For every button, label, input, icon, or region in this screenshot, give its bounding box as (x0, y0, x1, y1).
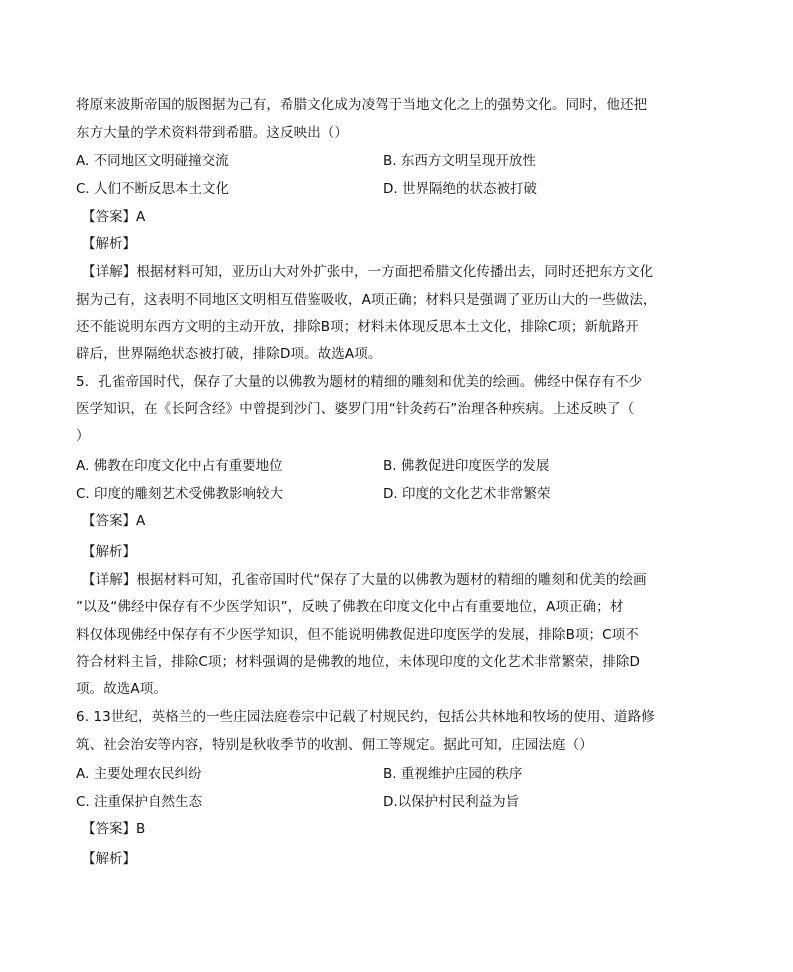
q5-detail-line-5: 项。故选A项。 (76, 681, 167, 697)
q4-analysis-label: 【解析】 (82, 236, 136, 252)
q6-stem-line-2: 筑、社会治安等内容，特别是秋收季节的收割、佣工等规定。据此可知，庄园法庭（） (76, 737, 593, 753)
q4-option-a: A. 不同地区文明碰撞交流 (76, 153, 229, 169)
q5-detail-line-2: ”以及“佛经中保存有不少医学知识”，反映了佛教在印度文化中占有重要地位，A项正确；材 (76, 599, 624, 615)
q5-option-c: C. 印度的雕刻艺术受佛教影响较大 (76, 486, 284, 502)
q4-option-d: D. 世界隔绝的状态被打破 (383, 181, 537, 197)
q5-analysis-label: 【解析】 (82, 544, 136, 560)
q4-stem-line-1: 将原来波斯帝国的版图据为己有，希腊文化成为凌驾于当地文化之上的强势文化。同时，他还把 (76, 97, 648, 113)
q6-option-d: D.以保护村民利益为旨 (383, 794, 520, 810)
q5-stem-line-2: 医学知识，在《长阿含经》中曾提到沙门、婆罗门用“针灸药石”治理各种疾病。上述反映了（ (76, 401, 635, 417)
q5-option-a: A. 佛教在印度文化中占有重要地位 (76, 458, 283, 474)
q5-answer: 【答案】A (82, 513, 146, 529)
q6-option-a: A. 主要处理农民纠纷 (76, 766, 202, 782)
q4-option-b: B. 东西方文明呈现开放性 (383, 153, 536, 169)
q4-detail-line-1: 【详解】根据材料可知，亚历山大对外扩张中，一方面把希腊文化传播出去，同时还把东方文化 (82, 264, 654, 280)
q4-detail-line-4: 辟后，世界隔绝状态被打破，排除D项。故选A项。 (76, 346, 382, 362)
q4-detail-line-2: 据为己有，这表明不同地区文明相互借鉴吸收，A项正确；材料只是强调了亚历山大的一些做法， (76, 292, 657, 308)
q5-stem-line-3: ） (76, 428, 90, 444)
q6-option-c: C. 注重保护自然生态 (76, 794, 203, 810)
q5-detail-line-4: 符合材料主旨，排除C项；材料强调的是佛教的地位，未体现印度的文化艺术非常繁荣，排除D (76, 654, 641, 670)
q5-detail-line-3: 料仅体现佛经中保存有不少医学知识，但不能说明佛教促进印度医学的发展，排除B项；C项不 (76, 627, 639, 643)
q5-option-d: D. 印度的文化艺术非常繁荣 (383, 486, 551, 502)
q6-analysis-label: 【解析】 (82, 851, 136, 867)
q6-option-b: B. 重视维护庄园的秩序 (383, 766, 523, 782)
q4-stem-line-2: 东方大量的学术资料带到希腊。这反映出（） (76, 125, 348, 141)
q4-detail-line-3: 还不能说明东西方文明的主动开放，排除B项；材料未体现反思本土文化，排除C项；新航路开 (76, 319, 639, 335)
q6-stem-line-1: 6. 13世纪，英格兰的一些庄园法庭卷宗中记载了村规民约，包括公共林地和牧场的使用、道路修 (76, 709, 655, 725)
q4-option-c: C. 人们不断反思本土文化 (76, 181, 230, 197)
q5-option-b: B. 佛教促进印度医学的发展 (383, 458, 550, 474)
q4-answer: 【答案】A (82, 209, 146, 225)
q6-answer: 【答案】B (82, 821, 146, 837)
q5-detail-line-1: 【详解】根据材料可知，孔雀帝国时代“保存了大量的以佛教为题材的精细的雕刻和优美的绘画 (82, 572, 647, 588)
q5-stem-line-1: 5．孔雀帝国时代，保存了大量的以佛教为题材的精细的雕刻和优美的绘画。佛经中保存有不少 (76, 374, 643, 390)
